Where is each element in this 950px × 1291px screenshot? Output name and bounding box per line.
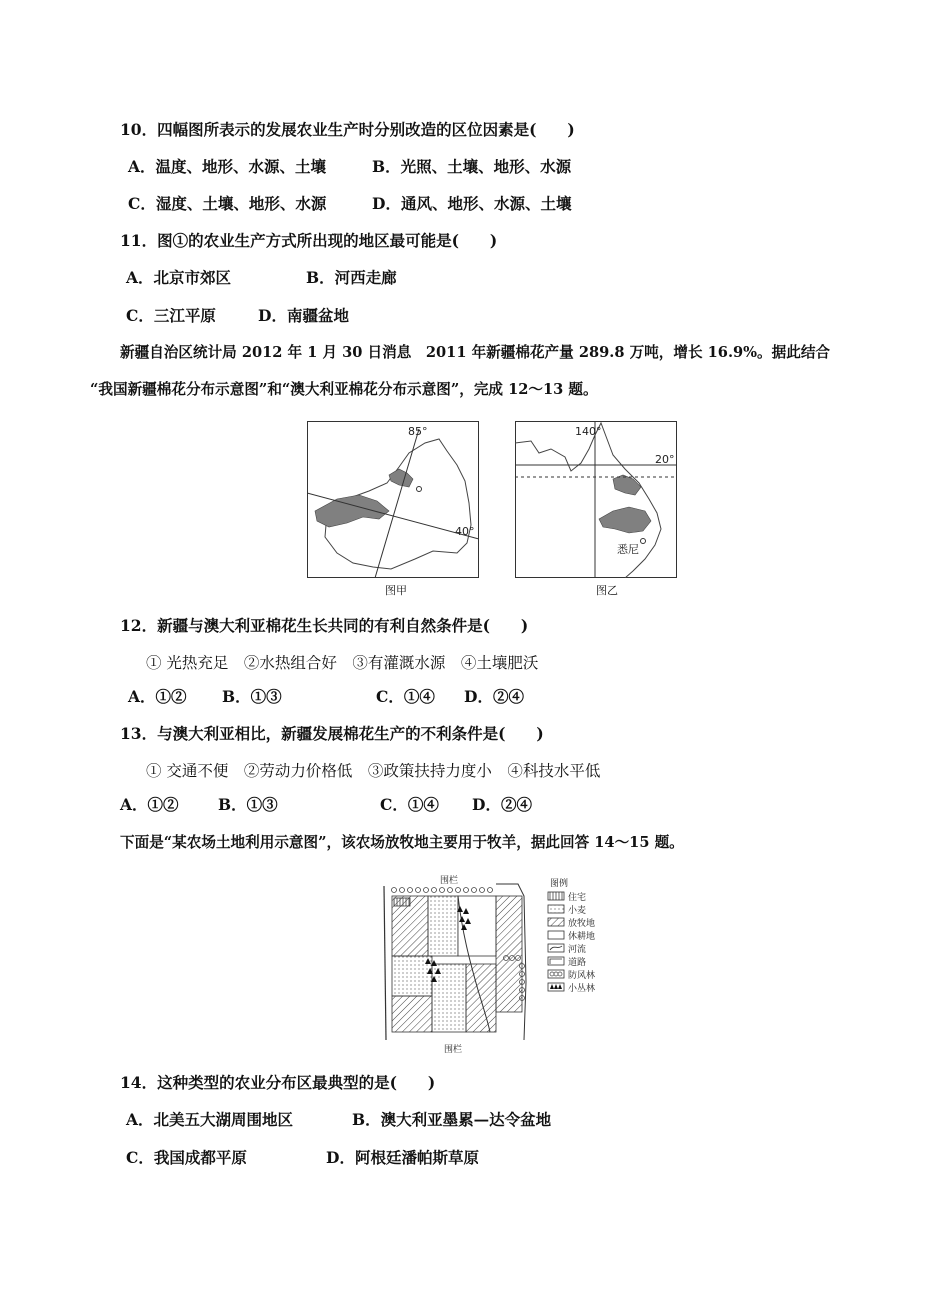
legend-item-woods: 小丛林 xyxy=(568,984,596,994)
australia-cotton-map xyxy=(515,421,677,578)
intro-paragraph-line2: “我国新疆棉花分布示意图”和“澳大利亚棉花分布示意图”，完成 12～13 题。 xyxy=(90,381,598,398)
q11-option-d: D．南疆盆地 xyxy=(258,306,349,325)
map-b-longitude-label: 140° xyxy=(575,425,602,438)
q14-option-d: D．阿根廷潘帕斯草原 xyxy=(326,1148,479,1167)
q11-option-c: C．三江平原 xyxy=(126,306,216,325)
q11-option-a: A．北京市郊区 xyxy=(126,268,232,287)
map-b-city-label: 悉尼 xyxy=(617,543,639,556)
q13-option-d: D．②④ xyxy=(472,795,532,814)
q12-stem: 12．新疆与澳大利亚棉花生长共同的有利自然条件是( ) xyxy=(120,616,529,635)
map-a-longitude-label: 85° xyxy=(408,425,428,438)
q13-option-b: B．①③ xyxy=(218,795,278,814)
q14-option-a: A．北美五大湖周围地区 xyxy=(126,1110,294,1129)
q13-option-a: A．①② xyxy=(120,795,179,814)
q14-stem: 14．这种类型的农业分布区最典型的是( ) xyxy=(120,1073,436,1092)
q10-option-a: A．温度、地形、水源、土壤 xyxy=(128,157,327,176)
q12-option-c: C．①④ xyxy=(376,687,435,706)
q14-option-c: C．我国成都平原 xyxy=(126,1148,247,1167)
q12-option-a: A．①② xyxy=(128,687,187,706)
q10-stem: 10．四幅图所表示的发展农业生产时分别改造的区位因素是( ) xyxy=(120,120,575,139)
q12-option-b: B．①③ xyxy=(222,687,282,706)
legend-item-pasture: 放牧地 xyxy=(568,919,596,929)
q10-option-b: B．光照、土壤、地形、水源 xyxy=(372,157,572,176)
map-a-latitude-label: 40° xyxy=(455,525,475,538)
q12-option-d: D．②④ xyxy=(464,687,524,706)
legend-item-windbreak: 防风林 xyxy=(568,971,596,981)
legend-item-fallow: 休耕地 xyxy=(568,932,596,942)
q11-stem: 11．图①的农业生产方式所出现的地区最可能是( ) xyxy=(120,231,498,250)
q13-statements: ① 交通不便 ②劳动力价格低 ③政策扶持力度小 ④科技水平低 xyxy=(146,762,601,780)
legend-item-river: 河流 xyxy=(568,945,587,955)
map-a-caption: 图甲 xyxy=(385,584,407,597)
q10-option-c: C．湿度、土壤、地形、水源 xyxy=(128,194,327,213)
q13-stem: 13．与澳大利亚相比，新疆发展棉花生产的不利条件是( ) xyxy=(120,724,544,743)
map-b-latitude-label: 20° xyxy=(655,453,675,466)
q11-option-b: B．河西走廊 xyxy=(306,268,397,287)
legend-item-house: 住宅 xyxy=(568,893,587,903)
legend-item-wheat: 小麦 xyxy=(568,906,587,916)
farm-intro-paragraph: 下面是“某农场土地利用示意图”，该农场放牧地主要用于牧羊，据此回答 14～15 题。 xyxy=(120,834,684,851)
farm-bottom-fence-label: 围栏 xyxy=(444,1045,463,1055)
q12-statements: ① 光热充足 ②水热组合好 ③有灌溉水源 ④土壤肥沃 xyxy=(146,654,539,672)
intro-paragraph-line1: 新疆自治区统计局 2012 年 1 月 30 日消息 2011 年新疆棉花产量 289.8 万吨，增长 16.9%。据此结合 xyxy=(120,344,831,361)
legend-item-road: 道路 xyxy=(568,958,587,968)
q14-option-b: B．澳大利亚墨累—达令盆地 xyxy=(352,1110,552,1129)
xinjiang-cotton-map xyxy=(307,421,479,578)
map-b-caption: 图乙 xyxy=(596,584,618,597)
farm-top-fence-label: 围栏 xyxy=(440,876,459,886)
farm-land-use-diagram xyxy=(378,872,618,1058)
q10-option-d: D．通风、地形、水源、土壤 xyxy=(372,194,572,213)
q13-option-c: C．①④ xyxy=(380,795,439,814)
farm-legend-title: 图例 xyxy=(550,879,569,889)
